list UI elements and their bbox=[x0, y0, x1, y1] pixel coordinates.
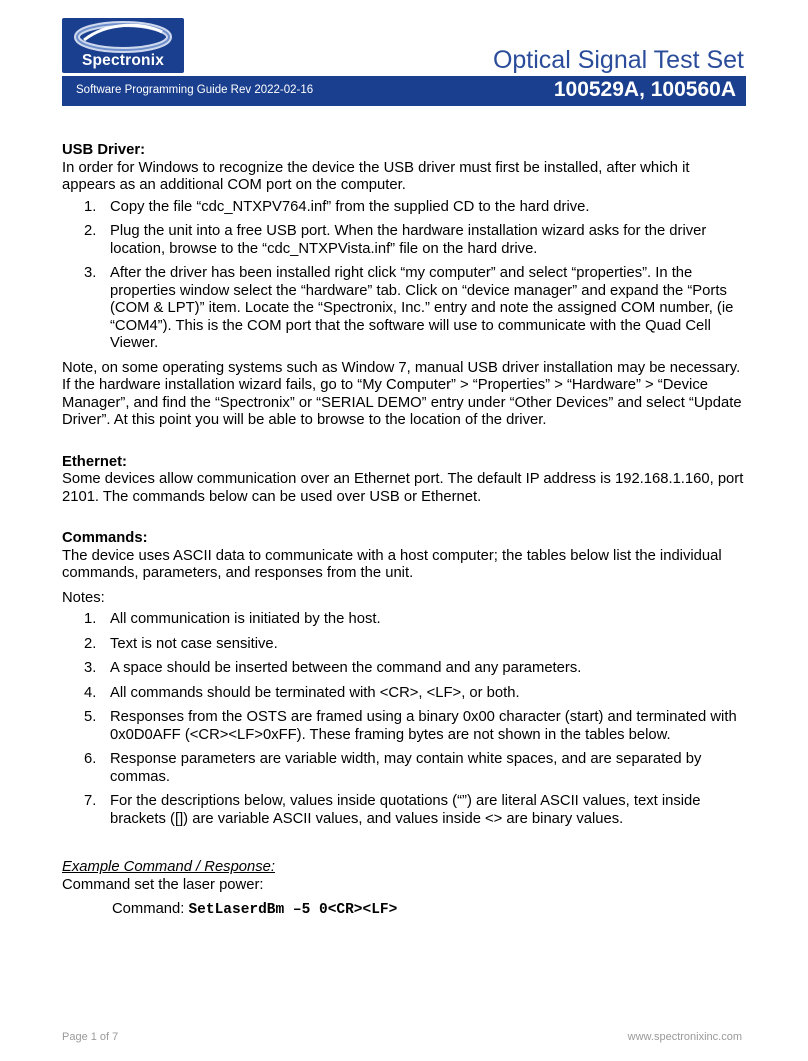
list-number: 1. bbox=[84, 198, 97, 215]
list-number: 6. bbox=[84, 751, 97, 767]
list-number: 2. bbox=[84, 635, 97, 652]
list-item bbox=[62, 709, 746, 744]
list-number: 2. bbox=[84, 223, 97, 239]
list-item bbox=[62, 751, 746, 786]
guide-revision: Software Programming Guide Rev 2022-02-16 bbox=[76, 84, 314, 96]
list-text: For the descriptions below, values inside quotations (“”) are literal ASCII values, text inside brackets ([]) are variable ASCII values, and values inside <> are binary values. bbox=[110, 793, 701, 827]
commands-heading: Commands: bbox=[62, 530, 148, 546]
logo-text: Spectronix bbox=[81, 52, 165, 69]
list-item bbox=[62, 685, 746, 703]
list-item bbox=[62, 793, 746, 828]
list-item bbox=[62, 611, 746, 629]
model-numbers: 100529A, 100560A bbox=[553, 78, 736, 101]
example-heading: Example Command / Response: bbox=[62, 859, 276, 875]
list-text: Response parameters are variable width, may contain white spaces, and are separated by commas. bbox=[110, 751, 702, 785]
company-logo bbox=[62, 18, 184, 73]
list-item bbox=[62, 199, 746, 217]
notes-list bbox=[62, 611, 746, 828]
list-text: All commands should be terminated with <CR>, <LF>, or both. bbox=[110, 684, 520, 701]
list-number: 4. bbox=[84, 684, 97, 701]
commands-intro: The device uses ASCII data to communicate with a host computer; the tables below list the individual commands, parameters, and responses from the unit. bbox=[62, 547, 722, 581]
list-item bbox=[62, 265, 746, 353]
example-description: Command set the laser power: bbox=[62, 876, 264, 893]
usb-note: Note, on some operating systems such as Window 7, manual USB driver installation may be necessary. If the hardware installation wizard fails, go to “My Computer” > “Properties” > “Hardware” > “Device Manager”, and find the “Spectronix” or “SERIAL DEMO” entry under “Other Devices” and select “Update Driver”. At this point you will be able to browse to the location of the driver. bbox=[62, 359, 742, 428]
list-item bbox=[62, 636, 746, 654]
usb-steps-list bbox=[62, 199, 746, 353]
list-text: After the driver has been installed right click “my computer” and select “properties”. In the properties window select the “hardware” tab. Click on “device manager” and expand the “Ports (COM & LPT)” item. Locate the “Spectronix, Inc.” entry and note the assigned COM number, (ie “COM4”). This is the COM port that the software will use to communicate with the Quad Cell Viewer. bbox=[110, 265, 734, 351]
document-title: Optical Signal Test Set bbox=[492, 46, 744, 74]
ethernet-heading: Ethernet: bbox=[62, 453, 127, 470]
list-item bbox=[62, 223, 746, 258]
list-number: 7. bbox=[84, 793, 97, 809]
example-command bbox=[62, 901, 746, 920]
list-item bbox=[62, 660, 746, 678]
list-text: Plug the unit into a free USB port. When the hardware installation wizard asks for the driver location, browse to the “cdc_NTXPVista.inf” file on the hard drive. bbox=[110, 223, 707, 257]
list-number: 3. bbox=[84, 265, 97, 281]
command-value: SetLaserdBm –5 0<CR><LF> bbox=[188, 902, 398, 918]
usb-intro: In order for Windows to recognize the device the USB driver must first be installed, after which it appears as an additional COM port on the computer. bbox=[62, 159, 690, 193]
document-body bbox=[62, 142, 746, 920]
header-bar bbox=[62, 76, 746, 106]
usb-heading: USB Driver: bbox=[62, 142, 146, 158]
list-number: 1. bbox=[84, 611, 97, 627]
website-url: www.spectronixinc.com bbox=[627, 1031, 742, 1043]
list-text: Responses from the OSTS are framed using a binary 0x00 character (start) and terminated with 0x0D0AFF (<CR><LF>0xFF). These framing bytes are not shown in the tables below. bbox=[110, 709, 737, 743]
list-text: Copy the file “cdc_NTXPV764.inf” from the supplied CD to the hard drive. bbox=[110, 198, 590, 215]
list-text: Text is not case sensitive. bbox=[110, 635, 278, 652]
list-text: A space should be inserted between the command and any parameters. bbox=[110, 660, 582, 676]
page-number: Page 1 of 7 bbox=[62, 1031, 119, 1043]
list-text: All communication is initiated by the host. bbox=[110, 611, 381, 627]
list-number: 5. bbox=[84, 709, 97, 725]
ethernet-text: Some devices allow communication over an Ethernet port. The default IP address is 192.168.1.160, port 2101. The commands below can be used over USB or Ethernet. bbox=[62, 471, 744, 505]
command-label: Command: bbox=[112, 901, 189, 917]
notes-label: Notes: bbox=[62, 589, 105, 606]
list-number: 3. bbox=[84, 660, 97, 676]
